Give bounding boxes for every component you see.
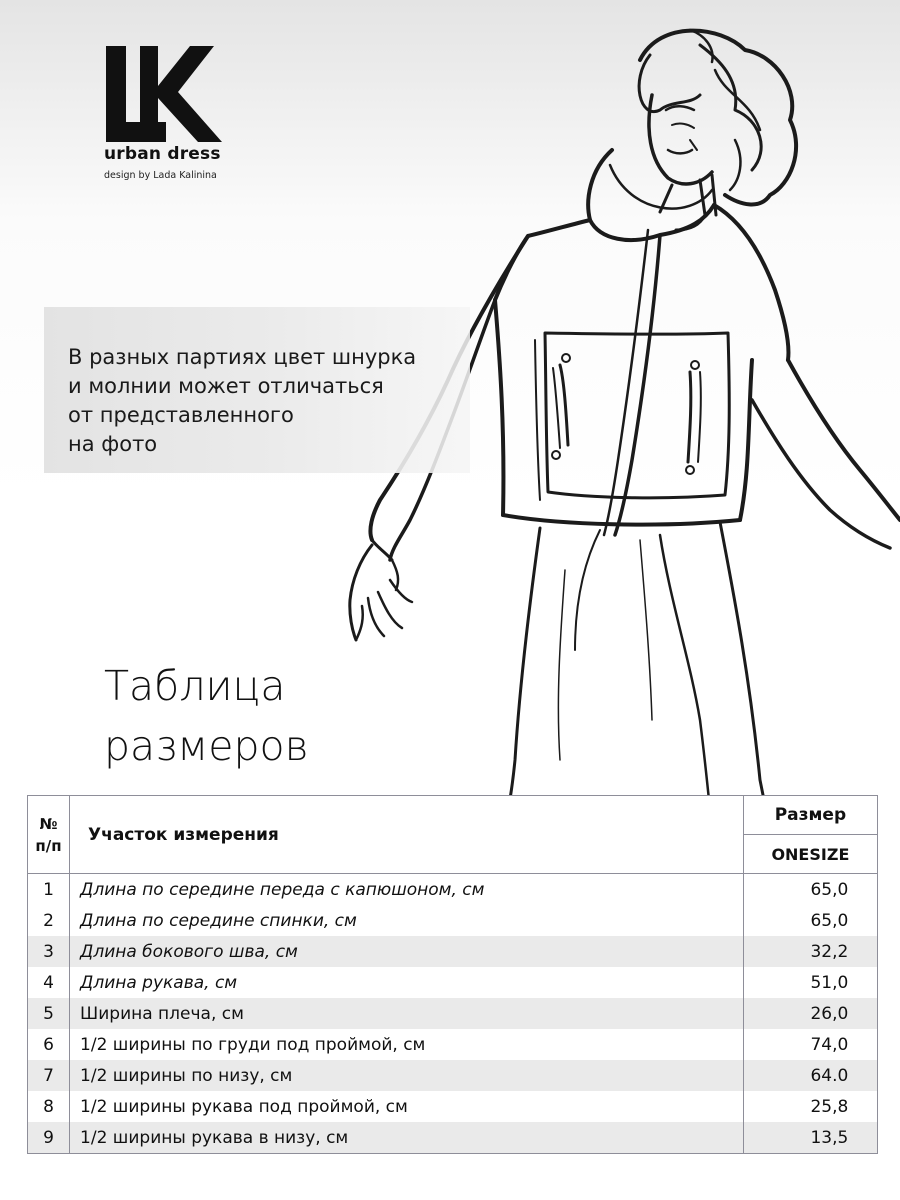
notice-line: на фото	[68, 432, 158, 456]
table-row	[28, 998, 878, 1029]
row-measurement: Длина рукава, см	[70, 967, 744, 998]
header-number	[28, 796, 70, 874]
row-measurement: Длина по середине переда с капюшоном, см	[70, 874, 744, 906]
row-value: 25,8	[743, 1091, 877, 1122]
row-number: 2	[28, 905, 70, 936]
row-measurement: Длина бокового шва, см	[70, 936, 744, 967]
row-value: 13,5	[743, 1122, 877, 1154]
row-number: 5	[28, 998, 70, 1029]
table-row	[28, 1029, 878, 1060]
row-value: 74,0	[743, 1029, 877, 1060]
row-number: 9	[28, 1122, 70, 1154]
notice-line: В разных партиях цвет шнурка	[68, 345, 417, 369]
color-notice-box	[44, 307, 470, 473]
row-number: 8	[28, 1091, 70, 1122]
row-value: 26,0	[743, 998, 877, 1029]
color-notice-text	[68, 343, 468, 459]
row-measurement: 1/2 ширины по низу, см	[70, 1060, 744, 1091]
row-value: 51,0	[743, 967, 877, 998]
table-row	[28, 1122, 878, 1154]
header-number-abbr: п/п	[35, 836, 62, 855]
table-row	[28, 874, 878, 906]
row-measurement: 1/2 ширины рукава под проймой, см	[70, 1091, 744, 1122]
brand-name: urban dress	[104, 144, 221, 164]
row-measurement: 1/2 ширины по груди под проймой, см	[70, 1029, 744, 1060]
row-measurement: Длина по середине спинки, см	[70, 905, 744, 936]
row-number: 4	[28, 967, 70, 998]
brand-tagline: design by Lada Kalinina	[104, 170, 217, 181]
row-number: 7	[28, 1060, 70, 1091]
table-row	[28, 967, 878, 998]
header-number-symbol: №	[39, 814, 58, 833]
row-value: 32,2	[743, 936, 877, 967]
table-header-row	[28, 796, 878, 835]
row-measurement: Ширина плеча, см	[70, 998, 744, 1029]
row-number: 1	[28, 874, 70, 906]
title-line: Таблица	[104, 662, 286, 710]
size-table-title	[104, 656, 464, 776]
row-value: 64.0	[743, 1060, 877, 1091]
brand-logo	[104, 44, 244, 194]
header-size-onesize: ONESIZE	[743, 835, 877, 874]
size-table	[27, 795, 878, 1154]
row-number: 6	[28, 1029, 70, 1060]
row-value: 65,0	[743, 874, 877, 906]
table-row	[28, 1091, 878, 1122]
lk-logo-mark	[104, 44, 224, 144]
header-size: Размер	[743, 796, 877, 835]
notice-line: от представленного	[68, 403, 294, 427]
row-measurement: 1/2 ширины рукава в низу, см	[70, 1122, 744, 1154]
notice-line: и молнии может отличаться	[68, 374, 384, 398]
table-row	[28, 936, 878, 967]
title-line: размеров	[104, 722, 309, 770]
row-value: 65,0	[743, 905, 877, 936]
header-measurement: Участок измерения	[70, 796, 744, 874]
row-number: 3	[28, 936, 70, 967]
table-row	[28, 905, 878, 936]
table-row	[28, 1060, 878, 1091]
